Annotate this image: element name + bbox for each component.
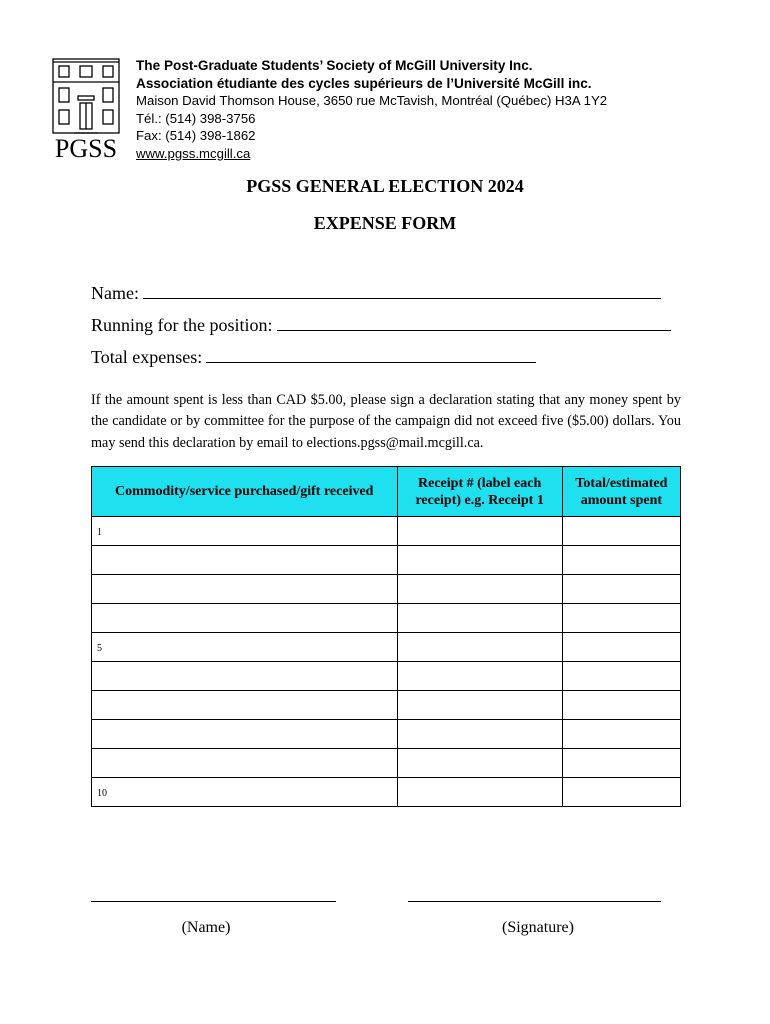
org-address: Maison David Thomson House, 3650 rue McTavish, Montréal (Québec) H3A 1Y2 xyxy=(136,93,608,108)
commodity-cell[interactable] xyxy=(92,720,398,749)
commodity-cell[interactable] xyxy=(92,749,398,778)
receipt-cell[interactable] xyxy=(397,749,562,778)
total-expenses-field xyxy=(91,347,536,368)
amount-cell[interactable] xyxy=(562,662,680,691)
table-row xyxy=(92,546,681,575)
commodity-cell[interactable] xyxy=(92,604,398,633)
org-website-link[interactable]: www.pgss.mcgill.ca xyxy=(136,145,251,161)
name-signature-line[interactable] xyxy=(91,900,336,902)
receipt-cell[interactable] xyxy=(397,575,562,604)
name-field xyxy=(91,283,661,304)
signature-line[interactable] xyxy=(408,900,661,902)
commodity-cell[interactable] xyxy=(92,633,398,662)
commodity-cell[interactable] xyxy=(92,517,398,546)
amount-cell[interactable] xyxy=(562,604,680,633)
commodity-cell[interactable] xyxy=(92,546,398,575)
receipt-cell[interactable] xyxy=(397,604,562,633)
receipt-cell[interactable] xyxy=(397,517,562,546)
header-amount: Total/estimated amount spent xyxy=(562,467,680,517)
pgss-logo xyxy=(50,56,122,166)
expense-table xyxy=(91,466,681,807)
amount-cell[interactable] xyxy=(562,517,680,546)
signature-caption: (Signature) xyxy=(502,919,574,936)
amount-cell[interactable] xyxy=(562,778,680,807)
amount-cell[interactable] xyxy=(562,575,680,604)
table-row xyxy=(92,720,681,749)
commodity-cell[interactable] xyxy=(92,778,398,807)
building-icon xyxy=(50,56,122,136)
header-receipt: Receipt # (label each receipt) e.g. Receipt 1 xyxy=(397,467,562,517)
org-name-fr: Association étudiante des cycles supérieurs de l’Université McGill inc. xyxy=(136,75,592,91)
row-number: 1 xyxy=(97,527,102,538)
amount-cell[interactable] xyxy=(562,749,680,778)
table-row xyxy=(92,604,681,633)
org-fax: Fax: (514) 398-1862 xyxy=(136,128,256,143)
name-caption: (Name) xyxy=(181,919,231,936)
position-input-line[interactable] xyxy=(277,316,671,331)
commodity-cell[interactable] xyxy=(92,575,398,604)
commodity-cell[interactable] xyxy=(92,662,398,691)
form-subtitle: EXPENSE FORM xyxy=(313,213,457,233)
receipt-cell[interactable] xyxy=(397,662,562,691)
table-row xyxy=(92,517,681,546)
receipt-cell[interactable] xyxy=(397,778,562,807)
amount-cell[interactable] xyxy=(562,691,680,720)
amount-cell[interactable] xyxy=(562,546,680,575)
letterhead xyxy=(136,57,607,162)
receipt-cell[interactable] xyxy=(397,720,562,749)
form-title: PGSS GENERAL ELECTION 2024 xyxy=(246,176,524,196)
position-field xyxy=(91,315,671,336)
table-row xyxy=(92,691,681,720)
position-label: Running for the position: xyxy=(91,315,273,335)
org-phone: Tél.: (514) 398-3756 xyxy=(136,110,256,126)
total-expenses-label: Total expenses: xyxy=(91,347,203,367)
table-row xyxy=(92,662,681,691)
table-header-row xyxy=(92,467,681,517)
receipt-cell[interactable] xyxy=(397,691,562,720)
table-row xyxy=(92,575,681,604)
table-row xyxy=(92,749,681,778)
logo-text: PGSS xyxy=(54,134,118,163)
commodity-cell[interactable] xyxy=(92,691,398,720)
total-expenses-input-line[interactable] xyxy=(206,348,536,363)
amount-cell[interactable] xyxy=(562,720,680,749)
row-number: 10 xyxy=(97,788,107,799)
row-number: 5 xyxy=(97,643,102,654)
header-commodity: Commodity/service purchased/gift received xyxy=(92,467,398,517)
name-label: Name: xyxy=(91,283,139,303)
receipt-cell[interactable] xyxy=(397,633,562,662)
table-row xyxy=(92,633,681,662)
declaration-note: If the amount spent is less than CAD $5.00, please sign a declaration stating that any money spent by the candidate or by committee for the purpose of the campaign did not exceed five ($5.00) dollars. You may send this declaration by email to elections.pgss@mail.mcgill.ca. xyxy=(91,392,681,451)
name-input-line[interactable] xyxy=(143,284,661,299)
table-row xyxy=(92,778,681,807)
amount-cell[interactable] xyxy=(562,633,680,662)
receipt-cell[interactable] xyxy=(397,546,562,575)
org-name-en: The Post-Graduate Students’ Society of McGill University Inc. xyxy=(136,58,533,73)
